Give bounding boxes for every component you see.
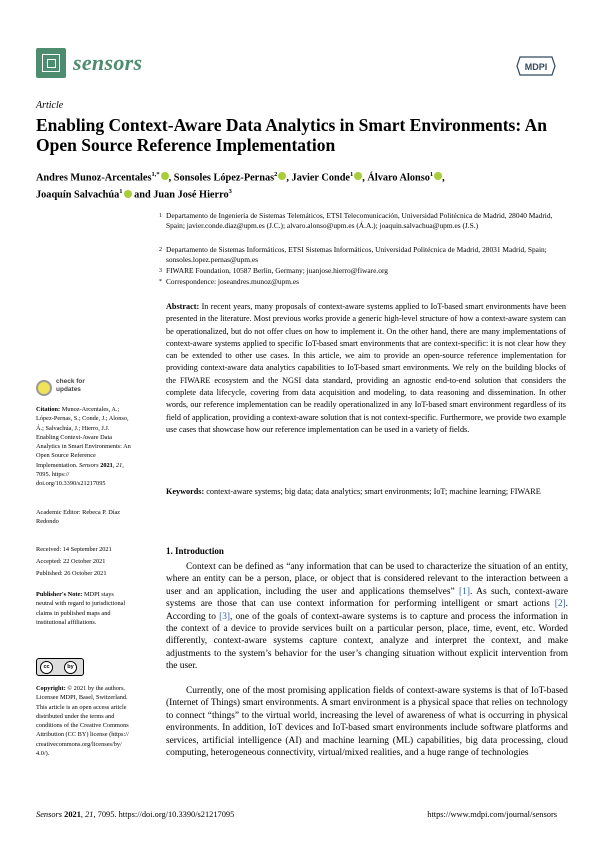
author: Joaquín Salvachúa <box>36 189 120 201</box>
journal-name: sensors <box>73 50 143 75</box>
author: Sonsoles López-Pernas <box>173 172 275 184</box>
check-for-updates-button[interactable]: check for updates <box>36 376 116 402</box>
svg-text:MDPI: MDPI <box>524 62 548 72</box>
affiliation: 1 Departamento de Ingeniería de Sistemas Telemáticos, ETSI Telecomunicación, Universidad Politécnica de Madrid, 28040 Madrid, Spain; javier.conde.diaz@upm.es (J.C.); alvaro.alonso@upm.es (Á.A.); joaquin.salvachua@upm.es (J.S.) <box>159 211 553 230</box>
author: Juan José Hierro <box>153 189 229 201</box>
orcid-icon[interactable] <box>354 172 362 180</box>
author: Álvaro Alonso <box>367 172 430 184</box>
footer-citation: Sensors 2021, 21, 7095. https://doi.org/10.3390/s21217095 <box>36 810 235 819</box>
cc-by-license-icon[interactable]: cc by <box>36 658 84 676</box>
body-paragraph: Currently, one of the most promising application fields of context-aware systems is that of IoT-based (Internet of Things) smart environments. A smart environment is a physical space that relies on technology to connect “things” to the virtual world, increasing the level of awareness of what is occurring in physical environments. In addition, IoT devices and IoT-based smart environments include software platforms and services, artificial intelligence (AI) and machine learning (ML) capabilities, big data processing, cloud computing, heterogeneous connectivity, virtual/mixed realities, and a huge range of technologies <box>166 686 568 759</box>
author: Javier Conde <box>291 172 350 184</box>
orcid-icon[interactable] <box>161 172 169 180</box>
orcid-icon[interactable] <box>434 172 442 180</box>
affiliation: 3 FIWARE Foundation, 10587 Berlin, Germany; juanjose.hierro@fiware.org <box>159 266 388 275</box>
body-paragraph: Context can be defined as “any information that can be used to characterize the situation of an entity, where an entity can be a person, place, or object that is considered relevant to the interaction between a user and an application, including the user and applications themselves” [1]. As such, context-aware systems are those that can use context information for performing intelligent or smart actions [2]. According to [3], one of the goals of context-aware systems is to capture and process the information in the context of a device to provide services built on a particular person, place, time, event, etc. Worded differently, context-aware systems capture context, analyze and interpret the context, and make adjustments to the system’s behavior for the user’s changing situation without explicit intervention from the user. <box>166 562 568 672</box>
sensors-logo-icon <box>36 48 66 78</box>
correspondence: * Correspondence: joseandres.munoz@upm.es <box>159 277 300 286</box>
author: Andres Munoz-Arcentales <box>36 172 152 184</box>
date-published: Published: 26 October 2021 <box>36 570 107 577</box>
journal-url[interactable]: https://www.mdpi.com/journal/sensors <box>427 810 557 819</box>
keywords: Keywords: context-aware systems; big data; data analytics; smart environments; IoT; machine learning; FIWARE <box>166 487 541 496</box>
publisher-note: Publisher's Note: MDPI stays neutral with regard to jurisdictional claims in published maps and institutional affiliations. <box>36 591 126 626</box>
paper-title: Enabling Context-Aware Data Analytics in Smart Environments: An Open Source Reference Implementation <box>36 115 547 155</box>
citation: Citation: Munoz-Arcentales, A.; López-Pernas, S.; Conde, J.; Alonso, Á.; Salvachúa, J.; Hierro, J.J. Enabling Context-Aware Data Analytics in Smart Environments: An Open Source Reference Implementation. Sensors 2021, 21, 7095. https:// doi.org/10.3390/s21217095 <box>36 406 131 488</box>
date-received: Received: 14 September 2021 <box>36 546 112 553</box>
mdpi-logo <box>516 56 556 76</box>
author-list: Andres Munoz-Arcentales$^{1,*}$ , Sonsoles López-Pernas$^2$ , Javier Conde$^1$ , Álvaro Alonso$^1$ , Joaquín Salvachúa$^1$ and Juan José Hierro$^3$ <box>36 171 445 201</box>
copyright: Copyright: © 2021 by the authors. Licensee MDPI, Basel, Switzerland. This article is an open access article distributed under the terms and conditions of the Creative Commons Attribution (CC BY) license (https:// creativecommons.org/licenses/by/ 4.0/). <box>36 685 129 758</box>
date-accepted: Accepted: 22 October 2021 <box>36 558 106 565</box>
citation-link[interactable]: [1] <box>459 586 470 597</box>
orcid-icon[interactable] <box>124 190 132 198</box>
article-type: Article <box>36 100 64 111</box>
abstract: Abstract: In recent years, many proposals of context-aware systems applied to IoT-based smart environments have been presented in the literature. Most previous works provide a generic high-level structure of how a context-aware system can be operationalized, but do not offer clues on how to implement it. On the other hand, there are many implementations of context-aware systems applied to specific IoT-based smart environments that are context-specific: it is not clear how they can be extended to other use cases. In this article, we aim to provide an open-source reference implementation for providing context-aware data analytics capabilities to IoT-based smart environments. We rely on the building blocks of the FIWARE ecosystem and the NGSI data standard, providing an agnostic end-to-end solution that considers the complete data lifecycle, covering from data acquisition and modeling, to data reasoning and dissemination. In other words, our reference implementation can be readily operationalized in any IoT-based smart environment regardless of its field of application, providing a context-aware solution that is not context-specific. Furthermore, we provide two example use cases that showcase how our reference implementation can be used in a variety of fields. <box>166 302 566 434</box>
citation-link[interactable]: [3] <box>219 611 231 622</box>
affiliation: 2 Departamento de Sistemas Informáticos, ETSI Sistemas Informáticos, Universidad Politécnica de Madrid, 28031 Madrid, Spain; sonsoles.lopez.pernas@upm.es <box>159 245 547 264</box>
academic-editor: Academic Editor: Rebeca P. Díaz Redondo <box>36 509 121 526</box>
check-updates-icon <box>36 380 52 396</box>
section-heading: 1. Introduction <box>166 546 224 556</box>
citation-link[interactable]: [2] <box>554 599 566 610</box>
orcid-icon[interactable] <box>278 172 286 180</box>
